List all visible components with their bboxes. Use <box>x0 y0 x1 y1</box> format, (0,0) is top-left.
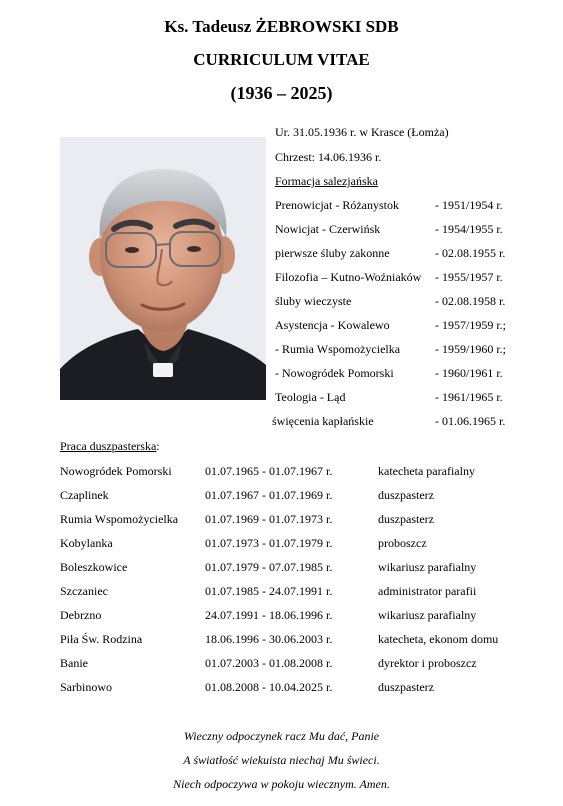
formation-date: - 01.06.1965 r. <box>435 414 506 428</box>
formation-row <box>275 293 506 309</box>
work-period: 18.06.1996 - 30.06.2003 r. <box>205 632 333 646</box>
formation-label: Teologia - Ląd <box>275 390 346 404</box>
work-place: Sarbinowo <box>60 680 112 694</box>
formation-row <box>275 389 503 405</box>
work-place: Debrzno <box>60 608 102 622</box>
formation-label: Filozofia – Kutno-Woźniaków <box>275 270 422 284</box>
work-role: katecheta parafialny <box>378 464 475 478</box>
work-period: 24.07.1991 - 18.06.1996 r. <box>205 608 333 622</box>
prayer-line: Niech odpoczywa w pokoju wiecznym. Amen. <box>173 777 390 791</box>
formation-label: pierwsze śluby zakonne <box>275 246 390 260</box>
work-role: katecheta, ekonom domu <box>378 632 499 646</box>
pastoral-work-title-colon: : <box>156 439 160 453</box>
work-place: Szczaniec <box>60 584 108 598</box>
work-period: 01.07.1985 - 24.07.1991 r. <box>205 584 333 598</box>
formation-row <box>275 341 506 357</box>
work-place: Kobylanka <box>60 536 113 550</box>
formation-label: święcenia kapłańskie <box>272 414 374 428</box>
formation-date: - 02.08.1955 r. <box>435 246 506 260</box>
work-role: administrator parafii <box>378 584 477 598</box>
formation-date: - 1960/1961 r. <box>435 366 503 380</box>
formation-label: Nowicjat - Czerwińsk <box>275 222 381 236</box>
work-place: Czaplinek <box>60 488 109 502</box>
work-place: Nowogródek Pomorski <box>60 464 172 478</box>
work-role: dyrektor i proboszcz <box>378 656 477 670</box>
formation-label: - Rumia Wspomożycielka <box>275 342 401 356</box>
formation-label: - Nowogródek Pomorski <box>275 366 394 380</box>
work-place: Banie <box>60 656 88 670</box>
work-role: wikariusz parafialny <box>378 560 477 574</box>
formation-row <box>275 365 503 381</box>
formation-row <box>272 413 506 429</box>
formation-date: - 1959/1960 r.; <box>435 342 506 356</box>
baptism-info: Chrzest: 14.06.1936 r. <box>275 150 382 164</box>
formation-row <box>275 245 506 261</box>
prayer-line: A światłość wiekuista niechaj Mu świeci. <box>183 753 380 767</box>
document-heading: CURRICULUM VITAE <box>193 50 370 69</box>
birth-info: Ur. 31.05.1936 r. w Krasce (Łomża) <box>275 125 449 139</box>
work-role: duszpasterz <box>378 512 434 526</box>
work-role: duszpasterz <box>378 680 434 694</box>
pastoral-work-title <box>60 439 160 454</box>
formation-date: - 1961/1965 r. <box>435 390 503 404</box>
portrait-photo <box>60 137 266 400</box>
work-period: 01.07.1965 - 01.07.1967 r. <box>205 464 333 478</box>
work-period: 01.07.1979 - 07.07.1985 r. <box>205 560 333 574</box>
work-place: Piła Św. Rodzina <box>60 632 143 646</box>
work-period: 01.08.2008 - 10.04.2025 r. <box>205 680 333 694</box>
work-place: Rumia Wspomożycielka <box>60 512 179 526</box>
formation-label: Prenowicjat - Różanystok <box>275 198 399 212</box>
formation-date: - 1954/1955 r. <box>435 222 503 236</box>
work-place: Boleszkowice <box>60 560 128 574</box>
work-role: proboszcz <box>378 536 427 550</box>
life-years: (1936 – 2025) <box>230 83 333 103</box>
formation-date: - 02.08.1958 r. <box>435 294 506 308</box>
formation-label: Asystencja - Kowalewo <box>275 318 390 332</box>
formation-row <box>275 221 503 237</box>
formation-date: - 1951/1954 r. <box>435 198 503 212</box>
work-period: 01.07.1967 - 01.07.1969 r. <box>205 488 333 502</box>
prayer-line: Wieczny odpoczynek racz Mu dać, Panie <box>183 729 380 743</box>
formation-row <box>275 317 506 333</box>
formation-label: śluby wieczyste <box>275 294 352 308</box>
person-name: Ks. Tadeusz ŻEBROWSKI SDB <box>164 17 399 36</box>
formation-row <box>275 197 503 213</box>
formation-date: - 1957/1959 r.; <box>435 318 506 332</box>
work-period: 01.07.1969 - 01.07.1973 r. <box>205 512 333 526</box>
work-period: 01.07.1973 - 01.07.1979 r. <box>205 536 333 550</box>
work-role: wikariusz parafialny <box>378 608 477 622</box>
work-period: 01.07.2003 - 01.08.2008 r. <box>205 656 333 670</box>
formation-row <box>275 269 503 285</box>
formation-title: Formacja salezjańska <box>275 174 378 188</box>
pastoral-work-title-text: Praca duszpasterska <box>60 439 157 453</box>
formation-date: - 1955/1957 r. <box>435 270 503 284</box>
work-role: duszpasterz <box>378 488 434 502</box>
